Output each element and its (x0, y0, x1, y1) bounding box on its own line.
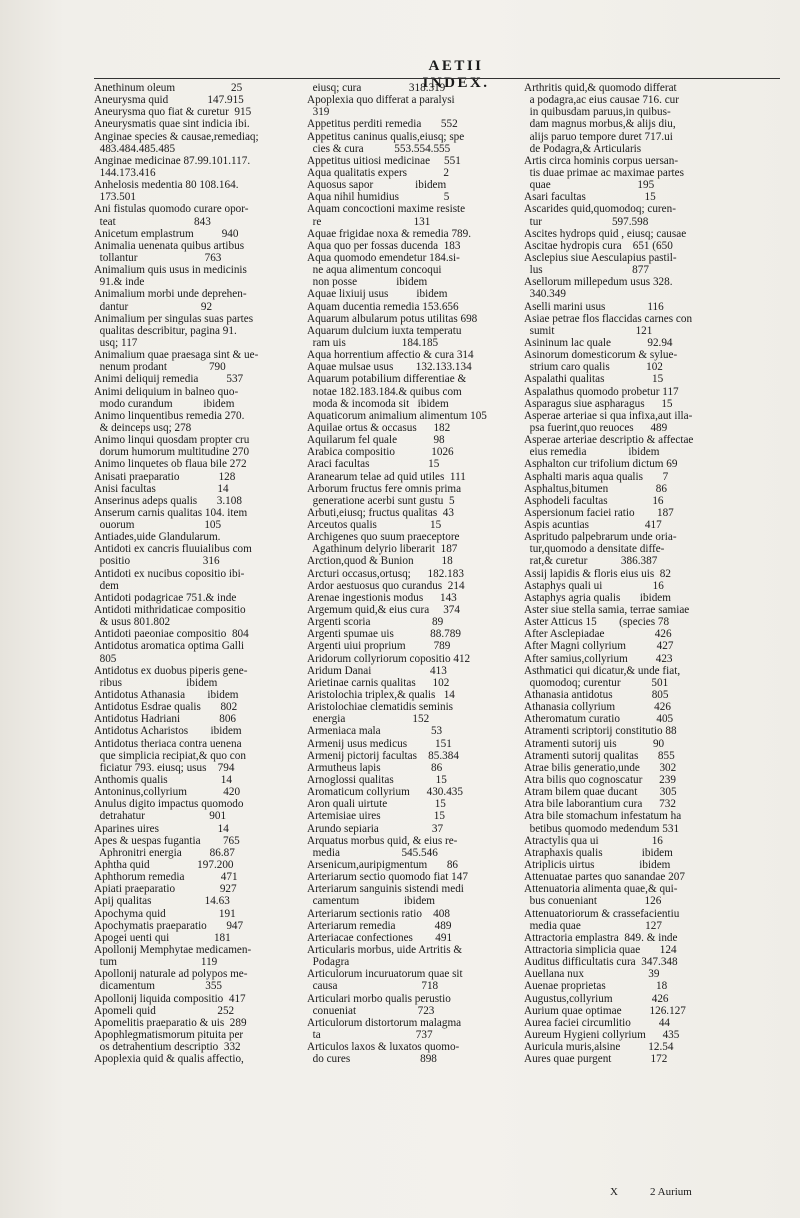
index-entry-line: Apomeli quid 252 (94, 1004, 235, 1017)
index-entry-line: After Asclepiadae 426 (524, 628, 672, 641)
index-entry-line: camentum ibidem (307, 895, 436, 908)
index-entry-line: cies & cura 553.554.555 (307, 142, 451, 155)
index-entry-line: teat 843 (94, 215, 211, 228)
index-entry-line: in quibusdam paruus,in quibus- (524, 106, 671, 119)
index-entry-line: 91.& inde (94, 276, 145, 289)
index-entry-line: Attenuatoria alimenta quae,& qui- (524, 883, 678, 896)
index-entry-line: Arteriarum sectionis ratio 408 (307, 907, 450, 920)
index-entry-line: 340.349 (524, 288, 566, 301)
index-entry-line: Aromaticum collyrium 430.435 (307, 786, 463, 799)
index-entry-line: quae 195 (524, 179, 655, 192)
index-entry-line: Aqua horrentium affectio & cura 314 (307, 349, 474, 362)
index-entry-line: Armeniaca mala 53 (307, 725, 443, 738)
index-entry-line: os detrahentium descriptio 332 (94, 1041, 241, 1054)
index-entry-line: Argenti uiui proprium 789 (307, 640, 451, 653)
index-entry-line: Asinorum domesticorum & sylue- (524, 349, 678, 362)
index-entry-line: Appetitus uitiosi medicinae 551 (307, 154, 461, 167)
index-entry-line: Animo linqui quosdam propter cru (94, 434, 250, 447)
index-entry-line: usq; 117 (94, 336, 138, 349)
index-entry-line: bus conueniant 126 (524, 895, 662, 908)
index-entry-line: Augustus,collyrium 426 (524, 992, 669, 1005)
index-column-2 (307, 82, 507, 1065)
index-entry-line: Antidoti paeoniae compositio 804 (94, 628, 249, 641)
index-entry-line: Apogei uenti qui 181 (94, 931, 231, 944)
index-entry-line: Apij qualitas 14.63 (94, 895, 230, 908)
index-entry-line: Armenij usus medicus 151 (307, 737, 452, 750)
index-entry-line: Antidotus Athanasia ibidem (94, 689, 239, 702)
index-entry-line: Aquam concoctioni maxime resiste (307, 203, 466, 216)
index-entry-line: Appetitus caninus qualis,eiusq; spe (307, 130, 465, 143)
index-entry-line: Auricula muris,alsine 12.54 (524, 1041, 674, 1054)
index-entry-line: Antidotus theriaca contra uenena (94, 737, 242, 750)
index-entry-line: Apollonij Memphytae medicamen- (94, 943, 252, 956)
index-entry-line: Astaphys agria qualis ibidem (524, 591, 671, 604)
index-entry-line: notae 182.183.184.& quibus com (307, 385, 462, 398)
index-entry-line: Atriplicis uirtus ibidem (524, 859, 671, 871)
index-entry-line: Animi deliquij remedia 537 (94, 373, 244, 386)
index-entry-line: Animalium morbi unde deprehen- (94, 288, 247, 301)
index-entry-line: After Magni collyrium 427 (524, 640, 674, 653)
index-entry-line: dem (94, 579, 119, 592)
index-entry-line: Athanasia antidotus 805 (524, 689, 669, 702)
index-entry-line: ribus ibidem (94, 676, 218, 689)
index-entry-line: Aqua qualitatis expers 2 (307, 166, 449, 179)
index-entry-line: Archigenes quo suum praeceptore (307, 531, 460, 544)
index-entry-line: Asperae arteriae si qua infixa,aut illa- (524, 409, 693, 422)
index-entry-line: Aphronitri energia 86.87 (94, 846, 235, 859)
index-entry-line: Aureum Hygieni collyrium 435 (524, 1028, 680, 1041)
index-entry-line: Animi deliquium in balneo quo- (94, 385, 239, 398)
index-entry-line: Articulorum distortorum malagma (307, 1016, 462, 1029)
index-entry-line: Ascitae hydropis cura 651 (650 (524, 239, 673, 252)
index-entry-line: detrahatur 901 (94, 810, 227, 823)
index-entry-line: & usus 801.802 (94, 616, 171, 629)
index-entry-line: Anginae species & causae,remediaq; (94, 130, 259, 143)
index-entry-line: Aquarum albularum potus utilitas 698 (307, 312, 478, 325)
index-entry-line: Articulorum incuruatorum quae sit (307, 968, 463, 981)
index-entry-line: Asparagus siue aspharagus 15 (524, 397, 673, 410)
index-entry-line: Arteriacae confectiones 491 (307, 931, 453, 944)
index-entry-line: Aquosus sapor ibidem (307, 179, 447, 192)
index-entry-line: Antidoti ex cancris fluuialibus com (94, 543, 252, 556)
index-entry-line: Artis circa hominis corpus uersan- (524, 154, 679, 167)
index-entry-line: Antidotus Hadriani 806 (94, 713, 237, 726)
index-entry-line: Aurium quae optimae 126.127 (524, 1004, 686, 1017)
index-entry-line: Aquae frigidae noxa & remedia 789. (307, 227, 472, 240)
index-entry-line: Apes & uespas fugantia 765 (94, 834, 240, 847)
index-entry-line: Antoninus,collyrium 420 (94, 786, 241, 799)
index-entry-line: Arteriarum remedia 489 (307, 919, 452, 932)
index-entry-line: Atramenti scriptorij constitutio 88 (524, 725, 677, 738)
index-entry-line: Ani fistulas quomodo curare opor- (94, 203, 249, 216)
index-entry-line: Animalium quae praesaga sint & ue- (94, 349, 259, 362)
index-entry-line: Atractylis qua ui 16 (524, 834, 663, 847)
index-entry-line: Anethinum oleum 25 (94, 82, 243, 94)
index-entry-line: Ascites hydrops quid , eiusq; causae (524, 227, 687, 240)
index-entry-line: Apochyma quid 191 (94, 907, 236, 920)
index-entry-line: Articulari morbo qualis perustio (307, 992, 451, 1005)
index-entry-line: strium caro qualis 102 (524, 361, 663, 374)
index-entry-line: Apollonij liquida compositio 417 (94, 992, 246, 1005)
index-entry-line: Arbuti,eiusq; fructus qualitas 43 (307, 506, 454, 519)
index-entry-line: tum 119 (94, 956, 218, 969)
index-entry-line: Apoplexia quid & qualis affectio, (94, 1053, 244, 1066)
index-entry-line: betibus quomodo medendum 531 (524, 822, 680, 835)
index-entry-line: lus 877 (524, 264, 649, 277)
index-entry-line: Antidoti mithridaticae compositio (94, 604, 246, 617)
index-entry-line: Antidoti podagricae 751.& inde (94, 591, 237, 604)
index-entry-line: que simplicia recipiat,& quo con (94, 749, 246, 762)
index-entry-line: Arietinae carnis qualitas 102 (307, 676, 450, 689)
index-entry-line: eiusq; cura 318.319 (307, 82, 446, 94)
index-entry-line: Aspritudo palpebrarum unde oria- (524, 531, 677, 544)
index-entry-line: tur 597.598 (524, 215, 649, 228)
index-entry-line: Arborum fructus fere omnis prima (307, 482, 462, 495)
index-entry-line: dicamentum 355 (94, 980, 223, 993)
index-entry-line: Asphaltus,bitumen 86 (524, 482, 667, 495)
index-entry-line: Aqua nihil humidius 5 (307, 191, 450, 204)
index-entry-line: Attenuatae partes quo sanandae 207 (524, 871, 685, 884)
index-entry-line: Anisati praeparatio 128 (94, 470, 236, 483)
index-entry-line: Artemisiae uires 15 (307, 810, 445, 823)
index-entry-line: causa 718 (307, 980, 439, 993)
index-entry-line: quomodoq; curentur 501 (524, 676, 669, 689)
catchword: 2 Aurium (650, 1186, 692, 1198)
index-entry-line: dantur 92 (94, 300, 213, 313)
index-entry-line: Armenij pictorij facultas 85.384 (307, 749, 459, 762)
index-entry-line: Auditus difficultatis cura 347.348 (524, 956, 678, 969)
page-footer (0, 1186, 800, 1202)
index-entry-line: Aures quae purgent 172 (524, 1053, 668, 1066)
index-entry-line: 805 (94, 652, 117, 665)
index-entry-line: Antidotus aromatica optima Galli (94, 640, 245, 653)
index-entry-line: Aspis acuntias 417 (524, 519, 662, 532)
index-entry-line: sumit 121 (524, 324, 653, 337)
index-entry-line: Aneurysma quo fiat & curetur 915 (94, 106, 252, 119)
index-entry-line: Apophlegmatismorum pituita per (94, 1028, 244, 1041)
index-entry-line: do cures 898 (307, 1053, 437, 1066)
index-entry-line: Aridorum collyriorum copositio 412 (307, 652, 471, 665)
index-entry-line: Attractoria emplastra 849. & inde (524, 931, 678, 944)
index-entry-line: Aquarum potabilium differentiae & (307, 373, 467, 386)
index-entry-line: Aridum Danai 413 (307, 664, 447, 677)
index-entry-line: Arthritis quid,& quomodo differat (524, 82, 677, 94)
page-title: AETII INDEX. (422, 58, 490, 91)
index-entry-line: Animo linquentibus remedia 270. (94, 409, 245, 422)
index-entry-line: Atra bile stomachum infestatum ha (524, 810, 682, 823)
index-entry-line: Aquam ducentia remedia 153.656 (307, 300, 459, 313)
index-entry-line: Aristolochia triplex,& qualis 14 (307, 689, 455, 702)
index-entry-line: Atramenti sutorij uis 90 (524, 737, 665, 750)
index-entry-line: 483.484.485.485 (94, 142, 176, 155)
index-entry-line: Aspersionum faciei ratio 187 (524, 506, 674, 519)
index-entry-line: Antidotus ex duobus piperis gene- (94, 664, 248, 677)
index-entry-line: Aspalathus quomodo probetur 117 (524, 385, 679, 398)
index-entry-line: Antidotus Acharistos ibidem (94, 725, 242, 738)
index-entry-line: Aster siue stella samia, terrae samiae (524, 604, 690, 617)
index-entry-line: energia 152 (307, 713, 430, 726)
index-entry-line: Apollonij naturale ad polypos me- (94, 968, 248, 981)
index-entry-line: Arenae ingestionis modus 143 (307, 591, 457, 604)
index-entry-line: conueniat 723 (307, 1004, 435, 1017)
index-entry-line: Anserinus adeps qualis 3.108 (94, 494, 242, 507)
index-entry-line: positio 316 (94, 555, 220, 568)
index-entry-line: Argenti spumae uis 88.789 (307, 628, 461, 641)
index-entry-line: Aparines uires 14 (94, 822, 229, 835)
index-entry-line: Aphtha quid 197.200 (94, 859, 234, 871)
index-entry-line: Assij lapidis & floris eius uis 82 (524, 567, 671, 580)
index-entry-line: Aquae mulsae usus 132.133.134 (307, 361, 472, 374)
index-entry-line: Apiati praeparatio 927 (94, 883, 237, 896)
index-entry-line: Atra bile laborantium cura 732 (524, 798, 676, 811)
index-entry-line: Atram bilem quae ducant 305 (524, 786, 677, 799)
index-entry-line: Anserum carnis qualitas 104. item (94, 506, 248, 519)
index-entry-line: Aneurysma quid 147.915 (94, 94, 244, 107)
index-entry-line: Aneurysmatis quae sint indicia ibi. (94, 118, 250, 131)
index-entry-line: Asari facultas 15 (524, 191, 656, 204)
index-entry-line: 173.501 (94, 191, 136, 204)
index-entry-line: Appetitus perditi remedia 552 (307, 118, 458, 131)
index-entry-line: Astaphys quali ui 16 (524, 579, 664, 592)
index-entry-line: After samius,collyrium 423 (524, 652, 673, 665)
index-entry-line: tollantur 763 (94, 251, 222, 264)
index-entry-line: Arcturi occasus,ortusq; 182.183 (307, 567, 464, 580)
index-column-3 (524, 82, 724, 1065)
index-entry-line: tis duae primae ac maximae partes (524, 166, 684, 179)
index-entry-line: Atraphaxis qualis ibidem (524, 846, 673, 859)
index-entry-line: Animo linquetes ob flaua bile 272 (94, 458, 247, 471)
index-entry-line: Arabica compositio 1026 (307, 446, 454, 459)
index-entry-line: 319 (307, 106, 330, 119)
index-entry-line: Arction,quod & Bunion 18 (307, 555, 453, 568)
index-entry-line: Auellana nux 39 (524, 968, 660, 981)
index-entry-line: non posse ibidem (307, 276, 428, 289)
index-entry-line: Aquilarum fel quale 98 (307, 434, 445, 447)
index-entry-line: Articularis morbus, uide Artritis & (307, 943, 463, 956)
index-entry-line: Apoplexia quo differat a paralysi (307, 94, 455, 107)
index-entry-line: Apochymatis praeparatio 947 (94, 919, 244, 932)
index-entry-line: nenum prodant 790 (94, 361, 226, 374)
index-entry-line: Araci facultas 15 (307, 458, 440, 471)
index-entry-line: Animalium quis usus in medicinis (94, 264, 247, 277)
index-entry-line: tur,quomodo a densitate diffe- (524, 543, 665, 556)
index-entry-line: Atramenti sutorij qualitas 855 (524, 749, 675, 762)
index-entry-line: a podagra,ac eius causae 716. cur (524, 94, 679, 107)
index-entry-line: ficiatur 793. eiusq; usus 794 (94, 761, 235, 774)
index-entry-line: Aster Atticus 15 (species 78 (524, 616, 670, 629)
index-entry-line: Armutheus lapis 86 (307, 761, 443, 774)
index-entry-line: dorum humorum multitudine 270 (94, 446, 250, 459)
index-entry-line: & deinceps usq; 278 (94, 421, 192, 434)
index-entry-line: Aquilae ortus & occasus 182 (307, 421, 451, 434)
index-entry-line: Aqua quomodo emendetur 184.si- (307, 251, 460, 264)
index-entry-line: Agathinum delyrio liberarit 187 (307, 543, 458, 556)
index-entry-line: Asiae petrae flos flaccidas carnes con (524, 312, 693, 325)
index-column-1 (94, 82, 306, 1065)
index-entry-line: Asthmatici qui dicatur,& unde fiat, (524, 664, 681, 677)
index-entry-line: 144.173.416 (94, 166, 156, 179)
index-entry-line: Asperae arteriae descriptio & affectae (524, 434, 694, 447)
index-entry-line: media 545.546 (307, 846, 438, 859)
index-entry-line: ne aqua alimentum concoqui (307, 264, 442, 277)
index-entry-line: Aranearum telae ad quid utiles 111 (307, 470, 466, 483)
index-entry-line: ta 737 (307, 1028, 433, 1041)
index-entry-line: Animalia uenenata quibus artibus (94, 239, 245, 252)
index-entry-line: Aristolochiae clematidis seminis (307, 701, 454, 714)
index-entry-line: eius remedia ibidem (524, 446, 660, 459)
index-entry-line: Arquatus morbus quid, & eius re- (307, 834, 458, 847)
index-entry-line: Arteriarum sectio quomodo fiat 147 (307, 871, 468, 884)
index-entry-line: Antidotus Esdrae qualis 802 (94, 701, 238, 714)
index-entry-line: ram uis 184.185 (307, 336, 439, 349)
index-entry-line: Anthomis qualis 14 (94, 774, 232, 787)
index-entry-line: generatione acerbi sunt gustu 5 (307, 494, 455, 507)
index-entry-line: Anhelosis medentia 80 108.164. (94, 179, 239, 192)
header-rule (94, 78, 780, 79)
index-entry-line: Aphthorum remedia 471 (94, 871, 238, 884)
index-entry-line: Animalium per singulas suas partes (94, 312, 254, 325)
index-entry-line: ouorum 105 (94, 519, 222, 532)
index-entry-line: Asininum lac quale 92.94 (524, 336, 673, 349)
index-entry-line: Aspalathi qualitas 15 (524, 373, 664, 386)
index-entry-line: Aqua quo per fossas ducenda 183 (307, 239, 461, 252)
index-entry-line: Atheromatum curatio 405 (524, 713, 674, 726)
index-entry-line: media quae 127 (524, 919, 662, 932)
index-entry-line: psa fuerint,quo reuoces 489 (524, 421, 668, 434)
index-entry-line: Aron quali uirtute 15 (307, 798, 446, 811)
index-entry-line: Ardor aestuosus quo curandus 214 (307, 579, 465, 592)
index-entry-line: Ascarides quid,quomodoq; curen- (524, 203, 676, 216)
index-entry-line: Asphodeli facultas 16 (524, 494, 664, 507)
index-entry-line: dam magnus morbus,& alijs diu, (524, 118, 676, 131)
index-entry-line: Attractoria simplicia quae 124 (524, 943, 677, 956)
index-entry-line: Argemum quid,& eius cura 374 (307, 604, 460, 617)
index-entry-line: Arceutos qualis 15 (307, 519, 442, 532)
index-entry-line: Arnoglossi qualitas 15 (307, 774, 447, 787)
index-entry-line: qualitas describitur, pagina 91. (94, 324, 237, 337)
index-entry-line: Asphalton cur trifolium dictum 69 (524, 458, 678, 471)
index-entry-line: modo curandum ibidem (94, 397, 235, 410)
index-entry-line: Apomelitis praeparatio & uis 289 (94, 1016, 247, 1029)
index-entry-line: moda & incomoda sit ibidem (307, 397, 449, 410)
index-entry-line: Asclepius siue Aesculapius pastil- (524, 251, 677, 264)
index-entry-line: Aquarum dulcium iuxta temperatu (307, 324, 462, 337)
index-entry-line: Antidoti ex nucibus copositio ibi- (94, 567, 245, 580)
index-entry-line: rat,& curetur 386.387 (524, 555, 658, 568)
index-entry-line: Anisi facultas 14 (94, 482, 229, 495)
index-entry-line: Articulos laxos & luxatos quomo- (307, 1041, 460, 1054)
index-entry-line: Anginae medicinae 87.99.101.117. (94, 154, 251, 167)
index-entry-line: Arteriarum sanguinis sistendi medi (307, 883, 464, 896)
index-entry-line: Podagra (307, 956, 350, 969)
index-entry-line: Argenti scoria 89 (307, 616, 444, 629)
index-entry-line: Aselli marini usus 116 (524, 300, 664, 313)
index-entry-line: Arundo sepiaria 37 (307, 822, 444, 835)
index-entry-line: Aurea faciei circumlitio 44 (524, 1016, 671, 1029)
index-entry-line: Anulus digito impactus quomodo (94, 798, 244, 811)
index-entry-line: Arsenicum,auripigmentum 86 (307, 859, 459, 871)
index-entry-line: Attenuatoriorum & crassefacientiu (524, 907, 680, 920)
index-entry-line: de Podagra,& Articularis (524, 142, 642, 155)
index-entry-line: Aquaticorum animalium alimentum 105 (307, 409, 487, 422)
signature-mark: X (610, 1186, 618, 1198)
index-entry-line: Atrae bilis generatio,unde 302 (524, 761, 677, 774)
index-entry-line: Asellorum millepedum usus 328. (524, 276, 673, 289)
index-entry-line: alijs paruo tempore duret 717.ui (524, 130, 673, 143)
index-entry-line: Atra bilis quo cognoscatur 239 (524, 774, 676, 787)
index-entry-line: Anicetum emplastrum 940 (94, 227, 239, 240)
index-entry-line: Athanasia collyrium 426 (524, 701, 671, 714)
index-entry-line: re 131 (307, 215, 431, 228)
index-entry-line: Auenae proprietas 18 (524, 980, 668, 993)
index-entry-line: Antiades,uide Glandularum. (94, 531, 221, 544)
index-entry-line: Asphalti maris aqua qualis 7 (524, 470, 669, 483)
index-entry-line: Aquae lixiuij usus ibidem (307, 288, 448, 301)
